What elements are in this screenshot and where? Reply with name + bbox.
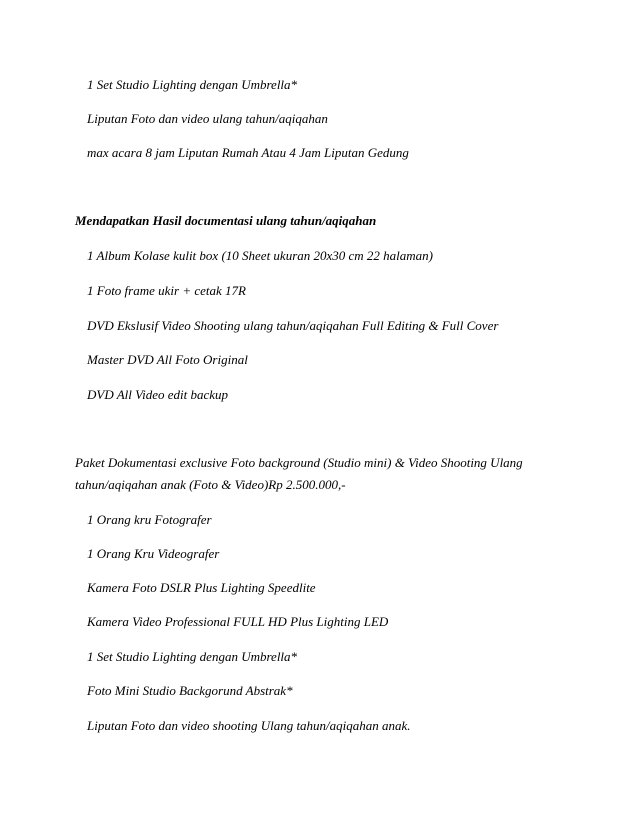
- list-item: [75, 283, 246, 299]
- list-item: [75, 649, 297, 665]
- list-item: [75, 248, 433, 264]
- section-heading: Mendapatkan Hasil documentasi ulang tahun/aqiqahan: [75, 213, 377, 228]
- package-paragraph-line: Paket Dokumentasi exclusive Foto background (Studio mini) & Video Shooting Ulang: [75, 455, 523, 470]
- list-item-text: Master DVD All Foto Original: [87, 352, 248, 367]
- list-item: [75, 512, 212, 528]
- list-item-text: Kamera Foto DSLR Plus Lighting Speedlite: [87, 580, 316, 595]
- list-item-text: 1 Orang kru Fotografer: [87, 512, 212, 527]
- list-item-text: Liputan Foto dan video ulang tahun/aqiqahan: [87, 111, 328, 126]
- list-item-text: 1 Orang Kru Videografer: [87, 546, 220, 561]
- list-item: [75, 318, 498, 334]
- list-item-text: 1 Album Kolase kulit box (10 Sheet ukuran 20x30 cm 22 halaman): [87, 248, 434, 263]
- list-item: [75, 145, 409, 161]
- list-item: [75, 111, 328, 127]
- list-item-text: 1 Set Studio Lighting dengan Umbrella*: [87, 77, 298, 92]
- list-item-text: DVD Ekslusif Video Shooting ulang tahun/aqiqahan Full Editing & Full Cover: [87, 318, 499, 333]
- list-item-text: Kamera Video Professional FULL HD Plus Lighting LED: [87, 614, 389, 629]
- list-item: [75, 683, 293, 699]
- list-item-text: 1 Foto frame ukir + cetak 17R: [87, 283, 246, 298]
- list-item: [75, 718, 411, 734]
- list-item-text: 1 Set Studio Lighting dengan Umbrella*: [87, 649, 298, 664]
- package-paragraph-line: tahun/aqiqahan anak (Foto & Video)Rp 2.500.000,-: [75, 477, 346, 492]
- list-item: [75, 77, 297, 93]
- list-item-text: DVD All Video edit backup: [87, 387, 229, 402]
- list-item: [75, 352, 248, 368]
- list-item-text: max acara 8 jam Liputan Rumah Atau 4 Jam Liputan Gedung: [87, 145, 409, 160]
- list-item: [75, 546, 219, 562]
- list-item-text: Liputan Foto dan video shooting Ulang tahun/aqiqahan anak.: [87, 718, 411, 733]
- list-item: [75, 614, 388, 630]
- list-item: [75, 387, 228, 403]
- list-item-text: Foto Mini Studio Backgorund Abstrak*: [87, 683, 293, 698]
- list-item: [75, 580, 316, 596]
